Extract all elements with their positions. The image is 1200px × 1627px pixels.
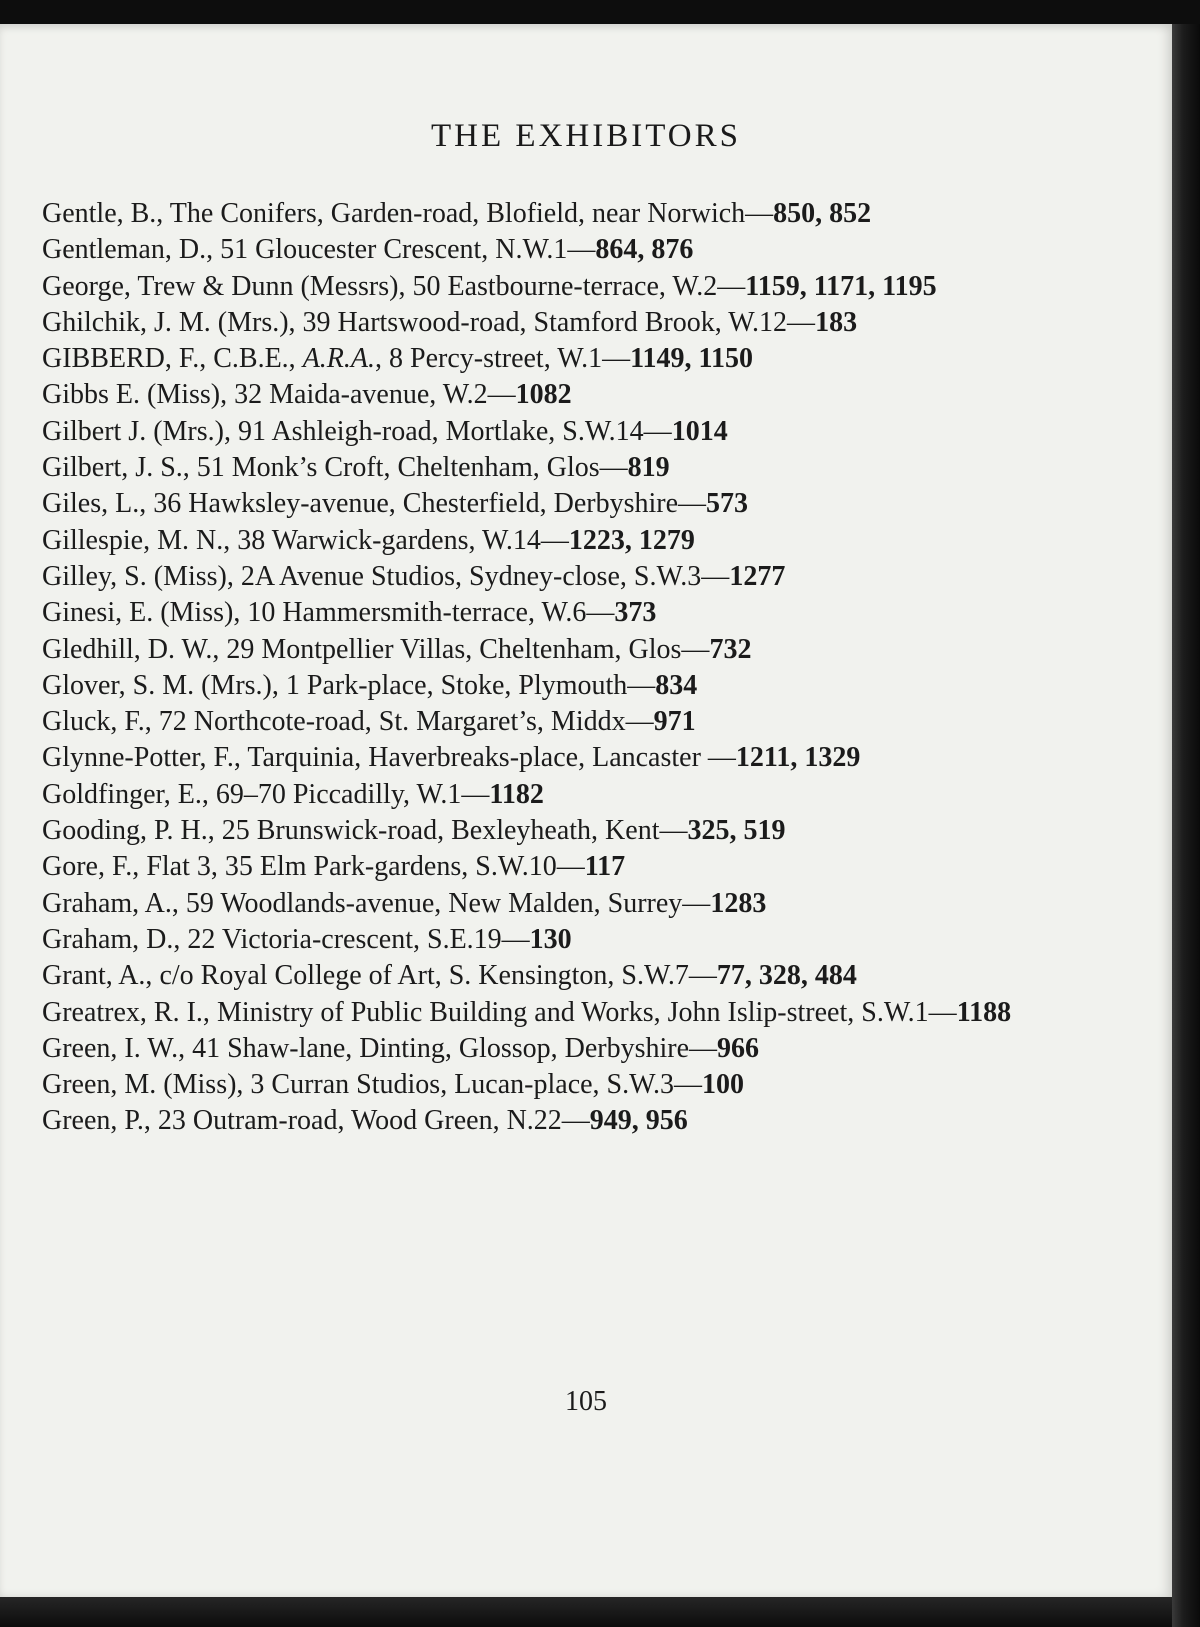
exhibitor-entry — [42, 486, 1030, 522]
exhibitor-address: 38 Warwick-gardens, W.14— — [230, 524, 569, 556]
exhibitor-name: Gilbert, J. S., — [42, 452, 190, 484]
catalogue-numbers: 573 — [706, 488, 749, 520]
exhibitor-address: 29 Montpellier Villas, Cheltenham, Glos— — [219, 633, 710, 665]
exhibitor-address: Ministry of Public Building and Works, John Islip-street, S.W.1— — [209, 996, 957, 1028]
exhibitor-entry — [42, 813, 1030, 849]
exhibitor-entry — [42, 632, 1030, 668]
exhibitor-entry — [42, 922, 1030, 958]
exhibitor-name: Glover, S. M. (Mrs.), — [42, 669, 279, 701]
exhibitor-address: The Conifers, Garden-road, Blofield, near Norwich— — [163, 198, 774, 229]
exhibitor-address: 3 Curran Studios, Lucan-place, S.W.3— — [243, 1069, 702, 1101]
exhibitor-entry — [42, 232, 1030, 268]
exhibitor-name: Green, P., — [42, 1105, 151, 1137]
exhibitor-name: Grant, A., — [42, 960, 153, 992]
exhibitor-entry — [42, 704, 1030, 740]
exhibitor-entry — [42, 196, 1030, 232]
catalogue-numbers: 834 — [655, 669, 698, 701]
exhibitor-name: Giles, L., — [42, 488, 147, 520]
exhibitor-entry — [42, 1031, 1030, 1067]
exhibitor-address: 51 Monk’s Croft, Cheltenham, Glos— — [189, 452, 628, 484]
exhibitor-name: Gluck, F., — [42, 706, 152, 738]
exhibitor-address: 69–70 Piccadilly, W.1— — [208, 778, 490, 810]
exhibitor-address: 51 Gloucester Crescent, N.W.1— — [213, 234, 596, 266]
exhibitor-address: 36 Hawksley-avenue, Chesterfield, Derbyshire— — [146, 488, 707, 520]
exhibitor-address: 72 Northcote-road, St. Margaret’s, Middx— — [151, 706, 654, 738]
exhibitor-entry — [42, 1067, 1030, 1103]
exhibitor-entry — [42, 341, 1030, 377]
exhibitor-address: 41 Shaw-lane, Dinting, Glossop, Derbyshire— — [185, 1032, 718, 1064]
catalogue-numbers: 100 — [701, 1069, 744, 1101]
exhibitor-name: Graham, D., — [42, 923, 181, 955]
running-head: THE EXHIBITORS — [431, 118, 741, 154]
exhibitor-name: Gilley, S. (Miss), — [42, 560, 234, 592]
exhibitor-entry — [42, 559, 1030, 595]
exhibitor-entry — [42, 995, 1030, 1031]
exhibitor-name: Goldfinger, E., — [42, 778, 209, 810]
catalogue-numbers: 966 — [717, 1032, 760, 1064]
exhibitor-address: 22 Victoria-crescent, S.E.19— — [180, 923, 530, 955]
exhibitor-name: Glynne-Potter, F., — [42, 742, 241, 774]
exhibitor-entry — [42, 450, 1030, 486]
catalogue-numbers: 732 — [709, 633, 752, 665]
catalogue-numbers: 1223, 1279 — [568, 524, 695, 556]
exhibitor-address: 39 Hartswood-road, Stamford Brook, W.12— — [295, 306, 816, 338]
exhibitor-address: , 8 Percy-street, W.1— — [375, 343, 631, 375]
exhibitor-honour: A.R.A. — [302, 343, 375, 375]
exhibitor-address: 1 Park-place, Stoke, Plymouth— — [278, 669, 656, 701]
catalogue-numbers: 850, 852 — [773, 198, 872, 229]
scan-background-top — [0, 0, 1200, 24]
exhibitor-name: Ginesi, E. (Miss), — [42, 597, 241, 629]
exhibitor-name: GIBBERD, F., C.B.E., — [42, 343, 296, 375]
catalogue-numbers: 1082 — [515, 379, 572, 411]
catalogue-numbers: 77, 328, 484 — [716, 960, 857, 992]
exhibitor-name: Gibbs E. (Miss), — [42, 379, 228, 411]
exhibitor-address: Flat 3, 35 Elm Park-gardens, S.W.10— — [139, 851, 585, 883]
catalogue-numbers: 819 — [627, 452, 670, 484]
exhibitor-entry — [42, 523, 1030, 559]
exhibitor-address: 2A Avenue Studios, Sydney-close, S.W.3— — [233, 560, 730, 592]
exhibitor-name: Gillespie, M. N., — [42, 524, 231, 556]
page-number: 105 — [565, 1386, 607, 1417]
exhibitor-name: Gledhill, D. W., — [42, 633, 220, 665]
catalogue-numbers: 1014 — [671, 415, 728, 447]
exhibitor-name: Gentleman, D., — [42, 234, 214, 266]
exhibitor-entry — [42, 305, 1030, 341]
exhibitor-name: Gooding, P. H., — [42, 815, 215, 847]
exhibitor-name: Gore, F., — [42, 851, 140, 883]
exhibitor-address: 59 Woodlands-avenue, New Malden, Surrey— — [178, 887, 711, 919]
catalogue-numbers: 949, 956 — [589, 1105, 688, 1137]
exhibitor-address: 10 Hammersmith-terrace, W.6— — [240, 597, 615, 629]
exhibitor-name: Gentle, B., — [42, 198, 164, 229]
exhibitor-name: Green, M. (Miss), — [42, 1069, 244, 1101]
exhibitor-name: Graham, A., — [42, 887, 179, 919]
exhibitor-address: 91 Ashleigh-road, Mortlake, S.W.14— — [230, 415, 672, 447]
catalogue-numbers: 183 — [815, 306, 858, 338]
catalogue-numbers: 373 — [614, 597, 657, 629]
exhibitor-entry — [42, 1103, 1030, 1139]
catalogue-numbers: 1188 — [956, 996, 1012, 1028]
exhibitor-name: Ghilchik, J. M. (Mrs.), — [42, 306, 296, 338]
exhibitor-entry — [42, 269, 1030, 305]
catalogue-numbers: 130 — [529, 923, 572, 955]
catalogue-numbers: 1182 — [489, 778, 544, 810]
catalogue-numbers: 971 — [653, 706, 696, 738]
exhibitor-address: c/o Royal College of Art, S. Kensington, S.W.7— — [152, 960, 717, 992]
exhibitor-address: 23 Outram-road, Wood Green, N.22— — [150, 1105, 590, 1137]
catalogue-numbers: 1211, 1329 — [735, 742, 861, 774]
exhibitor-list — [42, 196, 1030, 1140]
exhibitor-entry — [42, 777, 1030, 813]
exhibitor-name: Greatrex, R. I., — [42, 996, 210, 1028]
catalogue-numbers: 117 — [584, 851, 626, 883]
exhibitor-entry — [42, 414, 1030, 450]
exhibitor-entry — [42, 958, 1030, 994]
catalogue-numbers: 1283 — [710, 887, 767, 919]
exhibitor-entry — [42, 377, 1030, 413]
exhibitor-address: 32 Maida-avenue, W.2— — [227, 379, 516, 411]
catalogue-numbers: 1159, 1171, 1195 — [745, 270, 937, 302]
exhibitor-address: 50 Eastbourne-terrace, W.2— — [405, 270, 746, 302]
catalogue-numbers: 864, 876 — [595, 234, 694, 266]
exhibitor-entry — [42, 886, 1030, 922]
page-edge-shadow — [1172, 24, 1200, 1627]
exhibitor-name: George, Trew & Dunn (Messrs), — [42, 270, 406, 302]
exhibitor-name: Green, I. W., — [42, 1032, 186, 1064]
catalogue-numbers: 1149, 1150 — [630, 343, 753, 375]
exhibitor-name: Gilbert J. (Mrs.), — [42, 415, 231, 447]
exhibitor-address: 25 Brunswick-road, Bexleyheath, Kent— — [214, 815, 688, 847]
exhibitor-entry — [42, 668, 1030, 704]
exhibitor-entry — [42, 595, 1030, 631]
catalogue-numbers: 325, 519 — [687, 815, 786, 847]
catalogue-numbers: 1277 — [729, 560, 786, 592]
exhibitor-address: Tarquinia, Haverbreaks-place, Lancaster — — [240, 742, 736, 774]
page-bottom-shadow — [0, 1597, 1172, 1627]
exhibitor-entry — [42, 849, 1030, 885]
exhibitor-entry — [42, 740, 1030, 776]
